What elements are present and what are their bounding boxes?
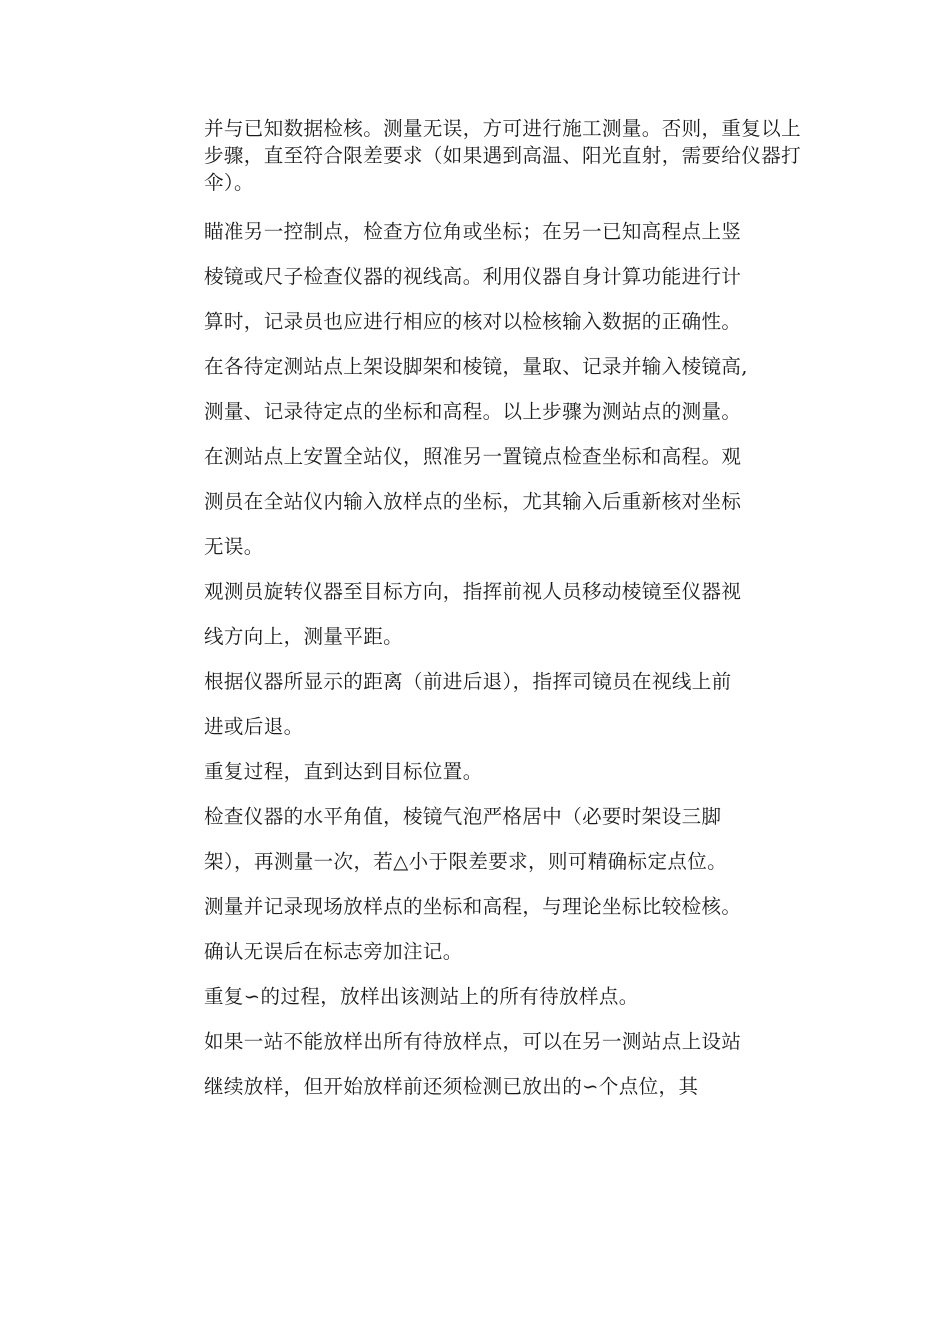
text-line: 算时，记录员也应进行相应的核对以检核输入数据的正确性。 — [204, 310, 742, 333]
text-line: 棱镜或尺子检查仪器的视线高。利用仪器自身计算功能进行计 — [204, 265, 742, 288]
text-line: 测量并记录现场放样点的坐标和高程，与理论坐标比较检核。 — [204, 895, 742, 918]
text-line: 重复∽的过程，放样出该测站上的所有待放样点。 — [204, 985, 639, 1008]
text-line: 进或后退。 — [204, 715, 304, 738]
text-line: 观测员旋转仪器至目标方向，指挥前视人员移动棱镜至仪器视 — [204, 580, 742, 603]
text-line: 在各待定测站点上架设脚架和棱镜，量取、记录并输入棱镜高, — [204, 355, 748, 378]
text-line: 瞄准另一控制点，检查方位角或坐标；在另一已知高程点上竖 — [204, 220, 742, 243]
text-line: 根据仪器所显示的距离（前进后退），指挥司镜员在视线上前 — [204, 670, 732, 693]
document-body — [204, 115, 814, 1109]
text-line: 测员在全站仪内输入放样点的坐标，尤其输入后重新核对坐标 — [204, 490, 742, 513]
text-line: 重复过程，直到达到目标位置。 — [204, 760, 483, 783]
text-line: 无误。 — [204, 535, 264, 558]
text-line: 确认无误后在标志旁加注记。 — [204, 940, 463, 963]
text-line: 在测站点上安置全站仪，照准另一置镜点检查坐标和高程。观 — [204, 445, 742, 468]
text-line: 检查仪器的水平角值，棱镜气泡严格居中（必要时架设三脚 — [204, 805, 722, 828]
text-line: 架），再测量一次，若△小于限差要求，则可精确标定点位。 — [204, 850, 728, 873]
text-line: 继续放样，但开始放样前还须检测已放出的∽个点位，其 — [204, 1075, 699, 1098]
text-line: 测量、记录待定点的坐标和高程。以上步骤为测站点的测量。 — [204, 400, 742, 423]
text-line: 线方向上，测量平距。 — [204, 625, 404, 648]
paragraph-verification: 并与已知数据检核。测量无误，方可进行施工测量。否则，重复以上步骤，直至符合限差要求（如果遇到高温、阳光直射，需要给仪器打伞）。 — [204, 117, 802, 194]
text-line: 如果一站不能放样出所有待放样点，可以在另一测站点上设站 — [204, 1030, 742, 1053]
